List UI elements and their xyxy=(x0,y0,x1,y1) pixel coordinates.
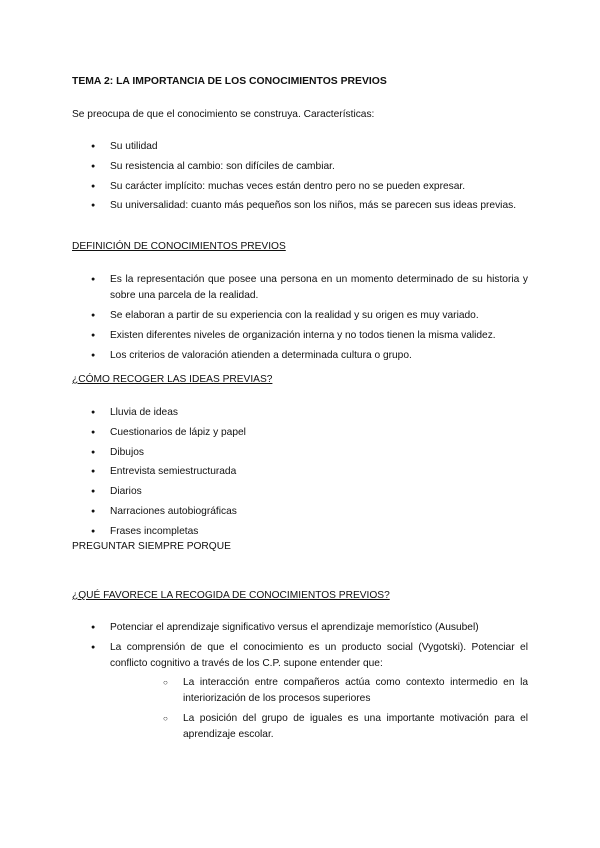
favor-sublist xyxy=(110,675,528,743)
list-item: ● Cuestionarios de lápiz y papel xyxy=(72,425,528,441)
collect-heading: ¿CÓMO RECOGER LAS IDEAS PREVIAS? xyxy=(72,374,273,385)
sublist-item: ○ La posición del grupo de iguales es una importante motivación para el aprendizaje escolar. xyxy=(144,711,528,743)
list-item: ● Los criterios de valoración atienden a determinada cultura o grupo. xyxy=(72,348,528,364)
list-item: ● Su resistencia al cambio: son difíciles de cambiar. xyxy=(72,159,528,175)
definition-list xyxy=(72,272,528,367)
list-item-text: La comprensión de que el conocimiento es un producto social (Vygotski). Potenciar el conflicto cognitivo a través de los C.P. supone entender que: xyxy=(110,641,528,669)
list-item: ● Existen diferentes niveles de organización interna y no todos tienen la misma validez. xyxy=(72,328,528,344)
list-item: ● Se elaboran a partir de su experiencia con la realidad y su origen es muy variado. xyxy=(72,308,528,324)
list-item: ● Diarios xyxy=(72,484,528,500)
definition-heading: DEFINICIÓN DE CONOCIMIENTOS PREVIOS xyxy=(72,241,286,252)
list-item: ● Su universalidad: cuanto más pequeños son los niños, más se parecen sus ideas previas. xyxy=(72,198,528,214)
list-item: ● Su carácter implícito: muchas veces están dentro pero no se pueden expresar. xyxy=(72,179,528,195)
characteristics-list xyxy=(72,139,528,218)
list-item: ● Potenciar el aprendizaje significativo versus el aprendizaje memorístico (Ausubel) xyxy=(72,620,528,636)
list-item: ● Entrevista semiestructurada xyxy=(72,464,528,480)
list-item: ● Lluvia de ideas xyxy=(72,405,528,421)
intro-paragraph: Se preocupa de que el conocimiento se construya. Características: xyxy=(72,109,375,120)
list-item: ● Dibujos xyxy=(72,445,528,461)
favor-list xyxy=(72,620,528,747)
collect-list xyxy=(72,405,528,544)
list-item: ● Su utilidad xyxy=(72,139,528,155)
favor-heading: ¿QUÉ FAVORECE LA RECOGIDA DE CONOCIMIENTOS PREVIOS? xyxy=(72,590,390,601)
list-item: ● Narraciones autobiográficas xyxy=(72,504,528,520)
sublist-item: ○ La interacción entre compañeros actúa como contexto intermedio en la interiorización de los procesos superiores xyxy=(144,675,528,707)
list-item xyxy=(72,640,528,743)
list-item: ● Frases incompletas xyxy=(72,524,528,540)
ask-note: PREGUNTAR SIEMPRE PORQUE xyxy=(72,541,231,552)
list-item: ● Es la representación que posee una persona en un momento determinado de su historia y sobre una parcela de la realidad. xyxy=(72,272,528,304)
page-title: TEMA 2: LA IMPORTANCIA DE LOS CONOCIMIENTOS PREVIOS xyxy=(72,76,387,87)
